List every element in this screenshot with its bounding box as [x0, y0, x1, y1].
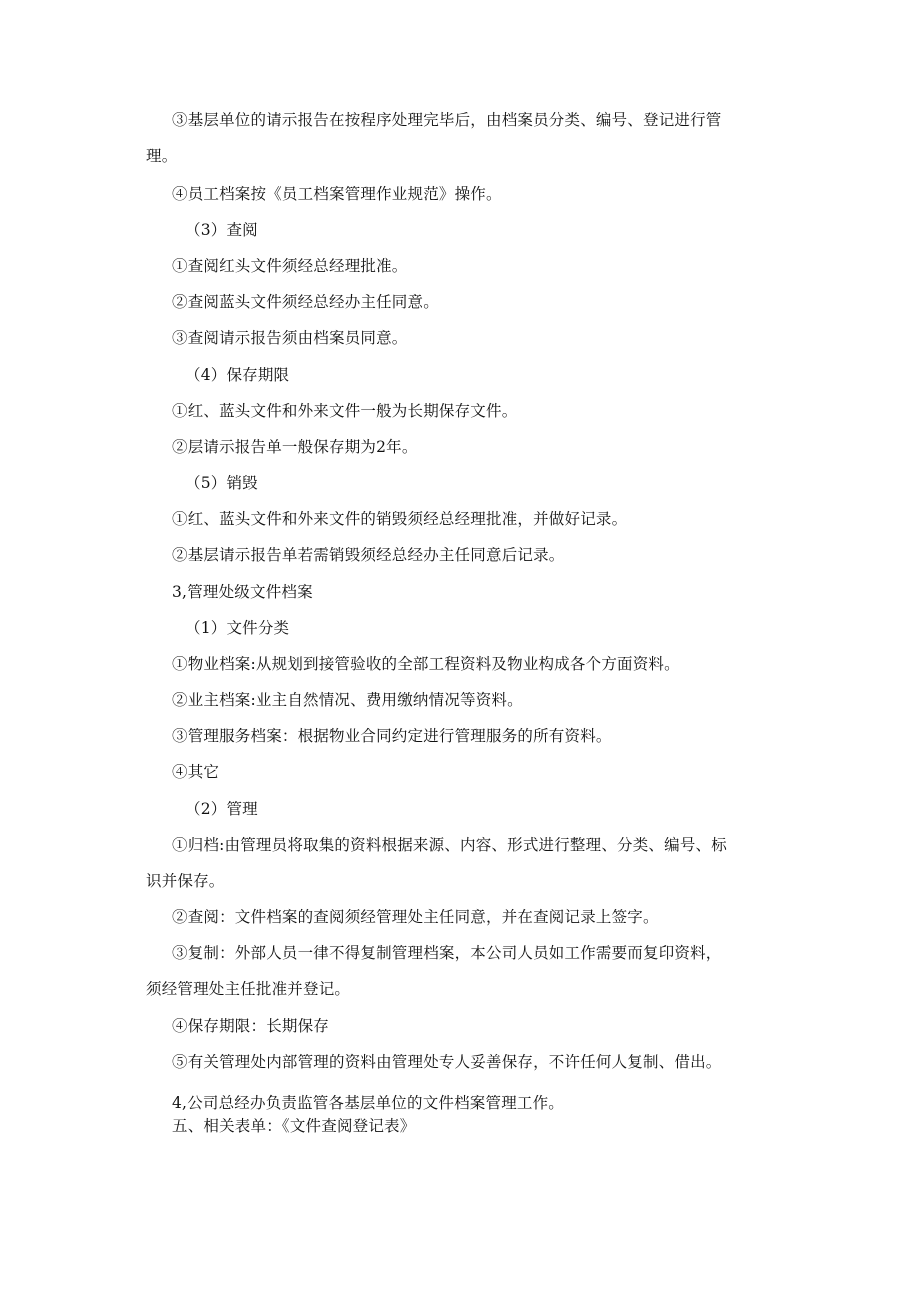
- section-heading: （1）文件分类: [185, 619, 290, 637]
- paragraph-line: ①归档:由管理员将取集的资料根据来源、内容、形式进行整理、分类、编号、标: [172, 836, 727, 854]
- paragraph-line: ④其它: [172, 763, 220, 781]
- paragraph-line: ④员工档案按《员工档案管理作业规范》操作。: [172, 185, 502, 203]
- section-heading: （2）管理: [185, 800, 258, 818]
- paragraph-line: 须经管理处主任批准并登记。: [146, 980, 351, 998]
- paragraph-line: ①查阅红头文件须经总经理批准。: [172, 257, 408, 275]
- paragraph-line: ②层请示报告单一般保存期为2年。: [172, 438, 418, 456]
- section-heading: （5）销毁: [185, 474, 258, 492]
- paragraph-line: ②业主档案:业主自然情况、费用缴纳情况等资料。: [172, 691, 523, 709]
- paragraph-line: ②查阅：文件档案的查阅须经管理处主任同意，并在查阅记录上签字。: [172, 908, 659, 926]
- section-heading: （3）查阅: [185, 221, 258, 239]
- paragraph-line: ③复制：外部人员一律不得复制管理档案，本公司人员如工作需要而复印资料，: [172, 944, 722, 962]
- paragraph-line: 理。: [146, 147, 178, 165]
- section-heading: 五、相关表单：《文件查阅登记表》: [172, 1117, 416, 1135]
- paragraph-line: ①红、蓝头文件和外来文件的销毁须经总经理批准，并做好记录。: [172, 510, 628, 528]
- paragraph-line: ②基层请示报告单若需销毁须经总经办主任同意后记录。: [172, 546, 565, 564]
- paragraph-line: ③基层单位的请示报告在按程序处理完毕后，由档案员分类、编号、登记进行管: [172, 111, 722, 129]
- section-heading: （4）保存期限: [185, 366, 290, 384]
- paragraph-line: ⑤有关管理处内部管理的资料由管理处专人妥善保存，不许任何人复制、借出。: [172, 1053, 722, 1071]
- paragraph-line: ③管理服务档案：根据物业合同约定进行管理服务的所有资料。: [172, 727, 612, 745]
- section-heading: 3,管理处级文件档案: [172, 583, 313, 601]
- paragraph-line: 识并保存。: [146, 872, 225, 890]
- paragraph-line: ②查阅蓝头文件须经总经办主任同意。: [172, 293, 439, 311]
- paragraph-line: ④保存期限：长期保存: [172, 1017, 330, 1035]
- paragraph-line: 4,公司总经办负责监管各基层单位的文件档案管理工作。: [172, 1094, 564, 1112]
- paragraph-line: ①物业档案:从规划到接管验收的全部工程资料及物业构成各个方面资料。: [172, 655, 680, 673]
- paragraph-line: ③查阅请示报告须由档案员同意。: [172, 329, 408, 347]
- paragraph-line: ①红、蓝头文件和外来文件一般为长期保存文件。: [172, 402, 518, 420]
